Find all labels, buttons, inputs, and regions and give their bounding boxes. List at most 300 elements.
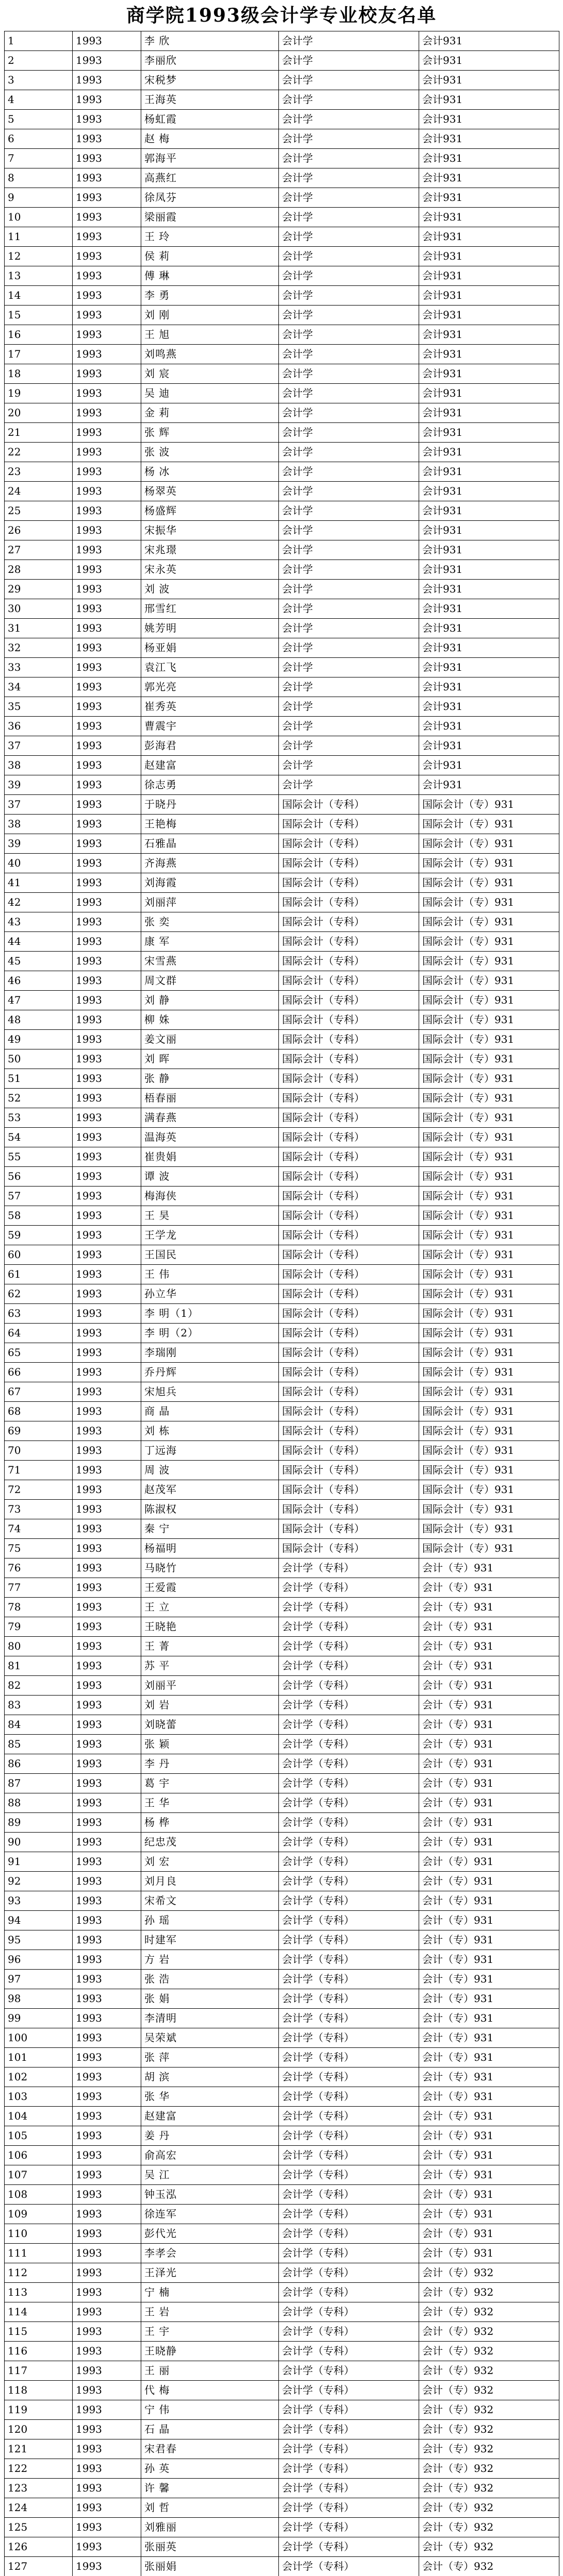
alumni-table [4, 31, 559, 2576]
row-number: 122 [5, 2459, 73, 2479]
row-number: 37 [5, 736, 73, 756]
table-row [5, 1617, 559, 1637]
row-name: 刘 波 [141, 580, 279, 599]
row-year: 1993 [73, 306, 141, 325]
row-major: 会计学 [279, 443, 419, 462]
row-number: 25 [5, 501, 73, 521]
table-row [5, 1598, 559, 1617]
row-number: 39 [5, 775, 73, 795]
row-year: 1993 [73, 1245, 141, 1265]
table-row [5, 1970, 559, 1989]
row-class: 会计（专）932 [419, 2400, 559, 2420]
row-number: 8 [5, 168, 73, 188]
table-row [5, 619, 559, 638]
table-row [5, 306, 559, 325]
row-major: 会计学（专科） [279, 2479, 419, 2498]
row-year: 1993 [73, 1891, 141, 1911]
table-row [5, 1343, 559, 1363]
row-number: 42 [5, 893, 73, 912]
row-class: 会计931 [419, 110, 559, 129]
row-year: 1993 [73, 2126, 141, 2146]
row-number: 116 [5, 2342, 73, 2361]
row-number: 64 [5, 1324, 73, 1343]
row-major: 会计学 [279, 697, 419, 717]
row-year: 1993 [73, 1598, 141, 1617]
row-year: 1993 [73, 756, 141, 775]
row-class: 国际会计（专）931 [419, 1167, 559, 1187]
row-number: 107 [5, 2165, 73, 2185]
row-name: 孙 瑶 [141, 1911, 279, 1930]
row-name: 宋雪燕 [141, 952, 279, 971]
row-class: 会计（专）931 [419, 1793, 559, 1813]
row-year: 1993 [73, 854, 141, 873]
row-year: 1993 [73, 2557, 141, 2576]
row-class: 会计（专）931 [419, 2185, 559, 2205]
table-row [5, 521, 559, 540]
row-number: 66 [5, 1363, 73, 1382]
row-year: 1993 [73, 1833, 141, 1852]
table-row [5, 815, 559, 834]
row-number: 87 [5, 1774, 73, 1793]
table-row [5, 31, 559, 51]
table-row [5, 1480, 559, 1500]
table-row [5, 893, 559, 912]
row-year: 1993 [73, 2498, 141, 2518]
row-name: 徐连军 [141, 2205, 279, 2224]
row-major: 会计学 [279, 345, 419, 364]
row-name: 宋永英 [141, 560, 279, 580]
row-class: 国际会计（专）931 [419, 1284, 559, 1304]
row-name: 侯 莉 [141, 247, 279, 266]
table-row [5, 1284, 559, 1304]
table-row [5, 736, 559, 756]
row-major: 国际会计（专科） [279, 893, 419, 912]
table-row [5, 2518, 559, 2537]
row-class: 会计931 [419, 149, 559, 168]
table-row [5, 1010, 559, 1030]
row-number: 68 [5, 1402, 73, 1421]
row-name: 刘 晖 [141, 1049, 279, 1069]
row-class: 国际会计（专）931 [419, 795, 559, 815]
table-row [5, 1637, 559, 1656]
row-major: 会计学（专科） [279, 2439, 419, 2459]
table-row [5, 2009, 559, 2028]
row-name: 王晓静 [141, 2342, 279, 2361]
row-number: 2 [5, 51, 73, 71]
table-row [5, 1049, 559, 1069]
table-row [5, 658, 559, 677]
row-year: 1993 [73, 1637, 141, 1656]
row-major: 会计学 [279, 717, 419, 736]
row-name: 彭海君 [141, 736, 279, 756]
table-row [5, 795, 559, 815]
table-row [5, 2302, 559, 2322]
table-row [5, 1187, 559, 1206]
row-class: 国际会计（专）931 [419, 1324, 559, 1343]
row-year: 1993 [73, 1382, 141, 1402]
table-row [5, 1421, 559, 1441]
row-major: 会计学（专科） [279, 2400, 419, 2420]
row-number: 32 [5, 638, 73, 658]
table-row [5, 932, 559, 952]
row-number: 50 [5, 1049, 73, 1069]
row-class: 会计（专）931 [419, 1930, 559, 1950]
row-number: 6 [5, 129, 73, 149]
row-number: 98 [5, 1989, 73, 2009]
row-class: 国际会计（专）931 [419, 952, 559, 971]
table-row [5, 2400, 559, 2420]
table-row [5, 1656, 559, 1676]
row-number: 97 [5, 1970, 73, 1989]
row-year: 1993 [73, 677, 141, 697]
row-major: 国际会计（专科） [279, 1284, 419, 1304]
row-major: 会计学 [279, 110, 419, 129]
row-name: 宋兆璟 [141, 540, 279, 560]
row-number: 19 [5, 384, 73, 403]
row-class: 会计931 [419, 482, 559, 501]
row-name: 代 梅 [141, 2381, 279, 2400]
row-class: 会计931 [419, 560, 559, 580]
row-year: 1993 [73, 1696, 141, 1715]
row-year: 1993 [73, 1206, 141, 1226]
row-year: 1993 [73, 2283, 141, 2302]
row-year: 1993 [73, 1872, 141, 1891]
row-name: 张 波 [141, 443, 279, 462]
row-year: 1993 [73, 2009, 141, 2028]
table-row [5, 2087, 559, 2107]
row-number: 14 [5, 286, 73, 306]
row-name: 许 馨 [141, 2479, 279, 2498]
row-name: 梅海侠 [141, 1187, 279, 1206]
row-number: 73 [5, 1500, 73, 1519]
row-year: 1993 [73, 638, 141, 658]
row-number: 84 [5, 1715, 73, 1735]
row-name: 崔贵娟 [141, 1147, 279, 1167]
row-name: 石 晶 [141, 2420, 279, 2439]
row-major: 会计学（专科） [279, 1637, 419, 1656]
row-name: 杨 桦 [141, 1813, 279, 1833]
row-number: 75 [5, 1539, 73, 1558]
row-major: 会计学 [279, 364, 419, 384]
row-year: 1993 [73, 1558, 141, 1578]
row-year: 1993 [73, 1793, 141, 1813]
row-year: 1993 [73, 658, 141, 677]
row-year: 1993 [73, 2518, 141, 2537]
row-major: 会计学（专科） [279, 1911, 419, 1930]
row-class: 会计931 [419, 227, 559, 247]
table-row [5, 1558, 559, 1578]
row-name: 王泽光 [141, 2263, 279, 2283]
row-name: 柳 姝 [141, 1010, 279, 1030]
row-major: 国际会计（专科） [279, 1265, 419, 1284]
row-number: 22 [5, 443, 73, 462]
table-row [5, 1461, 559, 1480]
row-major: 会计学 [279, 90, 419, 110]
row-year: 1993 [73, 1049, 141, 1069]
row-major: 会计学（专科） [279, 2185, 419, 2205]
row-number: 83 [5, 1696, 73, 1715]
row-class: 国际会计（专）931 [419, 1010, 559, 1030]
row-major: 会计学（专科） [279, 2146, 419, 2165]
row-major: 国际会计（专科） [279, 1069, 419, 1089]
row-class: 会计（专）931 [419, 2126, 559, 2146]
row-name: 李 欣 [141, 31, 279, 51]
row-class: 会计931 [419, 580, 559, 599]
row-class: 国际会计（专）931 [419, 1500, 559, 1519]
row-year: 1993 [73, 717, 141, 736]
row-year: 1993 [73, 1069, 141, 1089]
row-major: 国际会计（专科） [279, 1187, 419, 1206]
row-class: 会计（专）931 [419, 2244, 559, 2263]
row-major: 会计学（专科） [279, 1891, 419, 1911]
row-class: 国际会计（专）931 [419, 1480, 559, 1500]
row-name: 陈淑权 [141, 1500, 279, 1519]
row-name: 王 立 [141, 1598, 279, 1617]
row-major: 会计学 [279, 599, 419, 619]
row-major: 会计学（专科） [279, 1813, 419, 1833]
row-name: 赵建富 [141, 2107, 279, 2126]
row-number: 61 [5, 1265, 73, 1284]
table-row [5, 1363, 559, 1382]
table-row [5, 2479, 559, 2498]
row-class: 会计931 [419, 51, 559, 71]
row-major: 会计学（专科） [279, 1793, 419, 1813]
row-major: 会计学 [279, 462, 419, 482]
row-major: 会计学 [279, 71, 419, 90]
table-row [5, 1402, 559, 1421]
row-number: 44 [5, 932, 73, 952]
row-year: 1993 [73, 1715, 141, 1735]
row-major: 会计学（专科） [279, 1715, 419, 1735]
row-name: 吴荣斌 [141, 2028, 279, 2048]
row-name: 姜文丽 [141, 1030, 279, 1049]
row-year: 1993 [73, 1480, 141, 1500]
row-name: 宋税梦 [141, 71, 279, 90]
row-class: 会计931 [419, 168, 559, 188]
row-number: 53 [5, 1108, 73, 1128]
row-class: 会计931 [419, 384, 559, 403]
table-row [5, 580, 559, 599]
table-row [5, 1030, 559, 1049]
row-name: 刘 宸 [141, 364, 279, 384]
row-major: 会计学（专科） [279, 1970, 419, 1989]
row-major: 国际会计（专科） [279, 1128, 419, 1147]
row-number: 12 [5, 247, 73, 266]
row-name: 刘 岩 [141, 1696, 279, 1715]
table-row [5, 364, 559, 384]
row-class: 国际会计（专）931 [419, 1147, 559, 1167]
table-row [5, 2224, 559, 2244]
row-major: 会计学（专科） [279, 2126, 419, 2146]
row-year: 1993 [73, 2185, 141, 2205]
row-number: 59 [5, 1226, 73, 1245]
row-name: 杨翠英 [141, 482, 279, 501]
row-class: 国际会计（专）931 [419, 1206, 559, 1226]
row-year: 1993 [73, 501, 141, 521]
table-row [5, 677, 559, 697]
row-name: 郭海平 [141, 149, 279, 168]
row-number: 37 [5, 795, 73, 815]
row-major: 会计学（专科） [279, 1676, 419, 1696]
row-name: 梁丽霞 [141, 208, 279, 227]
table-row [5, 1813, 559, 1833]
row-class: 会计931 [419, 247, 559, 266]
page-title: 商学院1993级会计学专业校友名单 [126, 5, 437, 26]
row-major: 会计学 [279, 775, 419, 795]
row-major: 会计学（专科） [279, 2361, 419, 2381]
row-major: 会计学（专科） [279, 2067, 419, 2087]
row-year: 1993 [73, 2165, 141, 2185]
row-number: 27 [5, 540, 73, 560]
row-year: 1993 [73, 1754, 141, 1774]
row-name: 王 岩 [141, 2302, 279, 2322]
row-number: 5 [5, 110, 73, 129]
table-row [5, 540, 559, 560]
row-major: 会计学 [279, 736, 419, 756]
row-major: 会计学（专科） [279, 2420, 419, 2439]
row-number: 118 [5, 2381, 73, 2400]
row-major: 会计学 [279, 756, 419, 775]
row-number: 82 [5, 1676, 73, 1696]
row-year: 1993 [73, 2028, 141, 2048]
table-row [5, 2263, 559, 2283]
table-row [5, 2342, 559, 2361]
row-number: 41 [5, 873, 73, 893]
row-class: 会计（专）931 [419, 1872, 559, 1891]
row-major: 会计学 [279, 286, 419, 306]
row-number: 101 [5, 2048, 73, 2067]
table-row [5, 952, 559, 971]
table-row [5, 1539, 559, 1558]
row-major: 会计学（专科） [279, 1930, 419, 1950]
row-name: 俞高宏 [141, 2146, 279, 2165]
row-name: 谭 波 [141, 1167, 279, 1187]
row-major: 会计学（专科） [279, 1754, 419, 1774]
row-number: 7 [5, 149, 73, 168]
row-class: 会计931 [419, 71, 559, 90]
row-year: 1993 [73, 1402, 141, 1421]
table-row [5, 1324, 559, 1343]
row-name: 秦 宁 [141, 1519, 279, 1539]
row-major: 会计学 [279, 51, 419, 71]
row-name: 王 华 [141, 1793, 279, 1813]
row-year: 1993 [73, 188, 141, 208]
row-number: 57 [5, 1187, 73, 1206]
row-number: 16 [5, 325, 73, 345]
row-name: 杨 冰 [141, 462, 279, 482]
table-row [5, 2048, 559, 2067]
row-class: 会计931 [419, 90, 559, 110]
row-year: 1993 [73, 991, 141, 1010]
row-year: 1993 [73, 599, 141, 619]
row-class: 会计（专）931 [419, 2048, 559, 2067]
row-year: 1993 [73, 775, 141, 795]
row-year: 1993 [73, 521, 141, 540]
row-year: 1993 [73, 2302, 141, 2322]
row-class: 会计（专）931 [419, 1989, 559, 2009]
row-major: 会计学（专科） [279, 2537, 419, 2557]
row-class: 国际会计（专）931 [419, 1128, 559, 1147]
row-major: 国际会计（专科） [279, 1382, 419, 1402]
row-number: 86 [5, 1754, 73, 1774]
row-number: 29 [5, 580, 73, 599]
row-year: 1993 [73, 1343, 141, 1363]
row-name: 张 静 [141, 1069, 279, 1089]
row-name: 刘 静 [141, 991, 279, 1010]
row-name: 王 玲 [141, 227, 279, 247]
row-major: 会计学 [279, 677, 419, 697]
row-year: 1993 [73, 90, 141, 110]
row-class: 会计（专）931 [419, 1617, 559, 1637]
row-major: 会计学 [279, 168, 419, 188]
row-major: 会计学（专科） [279, 1656, 419, 1676]
row-name: 丁远海 [141, 1441, 279, 1461]
row-major: 会计学（专科） [279, 1696, 419, 1715]
row-class: 会计（专）931 [419, 1813, 559, 1833]
row-name: 李瑞刚 [141, 1343, 279, 1363]
row-year: 1993 [73, 1421, 141, 1441]
row-class: 会计931 [419, 364, 559, 384]
row-class: 会计（专）932 [419, 2518, 559, 2537]
table-row [5, 1382, 559, 1402]
row-name: 纪忠茂 [141, 1833, 279, 1852]
row-number: 38 [5, 815, 73, 834]
table-row [5, 638, 559, 658]
row-class: 会计（专）932 [419, 2420, 559, 2439]
row-name: 张 辉 [141, 423, 279, 443]
table-row [5, 1715, 559, 1735]
row-number: 69 [5, 1421, 73, 1441]
row-class: 会计（专）931 [419, 1911, 559, 1930]
row-number: 111 [5, 2244, 73, 2263]
row-year: 1993 [73, 1676, 141, 1696]
row-name: 刘晓蕾 [141, 1715, 279, 1735]
row-number: 24 [5, 482, 73, 501]
row-number: 81 [5, 1656, 73, 1676]
row-name: 王 宇 [141, 2322, 279, 2342]
table-row [5, 2205, 559, 2224]
row-number: 71 [5, 1461, 73, 1480]
row-class: 会计931 [419, 677, 559, 697]
table-row [5, 1989, 559, 2009]
table-row [5, 717, 559, 736]
row-number: 36 [5, 717, 73, 736]
row-year: 1993 [73, 1970, 141, 1989]
row-number: 95 [5, 1930, 73, 1950]
row-number: 1 [5, 31, 73, 51]
row-major: 国际会计（专科） [279, 1324, 419, 1343]
row-major: 会计学（专科） [279, 2107, 419, 2126]
row-class: 国际会计（专）931 [419, 834, 559, 854]
row-year: 1993 [73, 1950, 141, 1970]
row-class: 会计（专）931 [419, 1891, 559, 1911]
row-year: 1993 [73, 2087, 141, 2107]
row-number: 115 [5, 2322, 73, 2342]
row-number: 100 [5, 2028, 73, 2048]
row-year: 1993 [73, 1656, 141, 1676]
row-number: 47 [5, 991, 73, 1010]
row-name: 曹震宇 [141, 717, 279, 736]
row-major: 会计学 [279, 540, 419, 560]
table-row [5, 423, 559, 443]
table-row [5, 912, 559, 932]
table-row [5, 1441, 559, 1461]
table-row [5, 1089, 559, 1108]
row-class: 会计931 [419, 188, 559, 208]
row-year: 1993 [73, 1441, 141, 1461]
row-name: 傅 琳 [141, 266, 279, 286]
row-class: 会计（专）931 [419, 1950, 559, 1970]
